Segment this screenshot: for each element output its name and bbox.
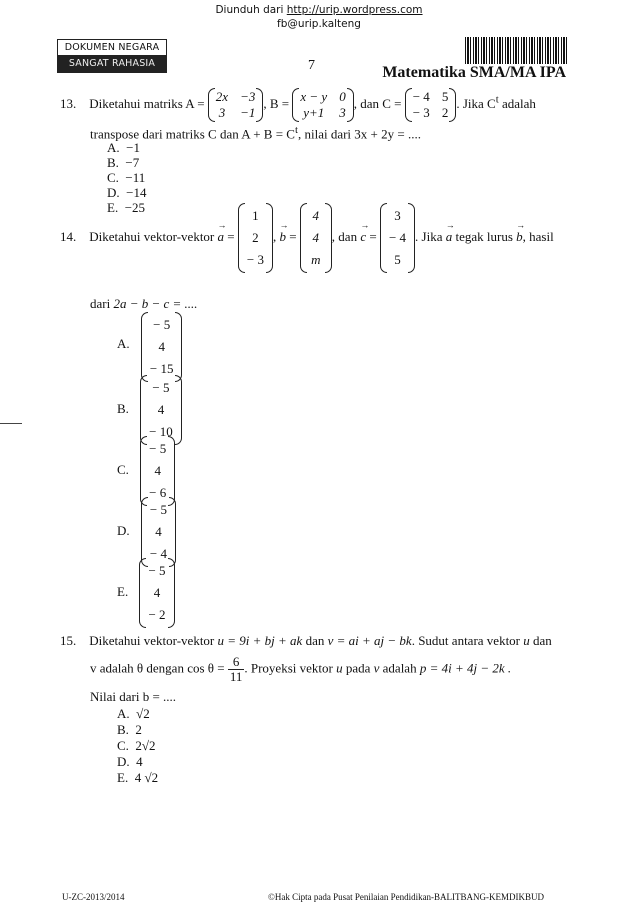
option-b[interactable]: B. −7 xyxy=(107,155,140,170)
subject-title: Matematika SMA/MA IPA xyxy=(382,64,566,81)
footer-copyright: ©Hak Cipta pada Pusat Penilaian Pendidikan-BALITBANG-KEMDIKBUD xyxy=(268,892,545,902)
source-contact: fb@urip.kalteng xyxy=(277,18,361,30)
option-c[interactable]: C. −11 xyxy=(107,170,146,185)
question-14-line1: 14. Diketahui vektor-vektor a → = 1 2 − 3, b → = 4 4 m, dan c → = 3 − 4 5. Jika a → tegak lurus b →, hasil xyxy=(60,203,554,273)
page-number: 7 xyxy=(308,58,315,73)
cos-fraction: $\frac{6}{11}$ xyxy=(229,654,243,684)
question-number: 13. xyxy=(60,95,77,111)
doc-label: DOKUMEN NEGARA xyxy=(64,42,160,53)
question-15-line1: 15. Diketahui vektor-vektor u = 9i + bj + ak dan v = ai + aj − bk. Sudut antara vektor u dan xyxy=(60,633,552,648)
document-classification-box xyxy=(57,39,167,73)
q14-option-b[interactable]: B. − 5 4 − 10 xyxy=(117,375,182,445)
question-13-line2: transpose dari matriks C dan $A + B = C^t$, nilai dari 3x + 2y = .... xyxy=(90,124,421,142)
question-15-line2: v adalah θ dengan cos θ = $\frac{6}{11}$ . Proyeksi vektor u pada v adalah p = 4i + 4j − 2k . xyxy=(90,654,512,684)
source-url[interactable]: http://urip.wordpress.com xyxy=(286,4,423,16)
vector-a: 1 2 − 3 xyxy=(238,203,273,273)
option-d[interactable]: D. −14 xyxy=(107,185,147,200)
option-d[interactable]: D. 4 xyxy=(117,754,143,769)
matrix-c: − 4 5 − 3 2 xyxy=(405,88,457,122)
vector-b: 4 4 m xyxy=(300,203,332,273)
option-e[interactable]: E. −25 xyxy=(107,200,146,215)
barcode xyxy=(465,37,567,64)
question-15-options xyxy=(117,706,158,786)
secret-label: SANGAT RAHASIA xyxy=(58,55,166,72)
footer-code: U-ZC-2013/2014 xyxy=(62,892,125,902)
option-a[interactable]: A. −1 xyxy=(107,140,140,155)
source-line: Diunduh dari http://urip.wordpress.com xyxy=(215,4,423,16)
matrix-a: 2x −3 3 −1 xyxy=(208,88,264,122)
option-c[interactable]: C. 2√2 xyxy=(117,738,156,753)
question-number: 15. xyxy=(60,633,77,648)
question-14-line2: dari 2a − b − c = .... xyxy=(90,296,198,311)
option-e[interactable]: E. 4 √2 xyxy=(117,770,159,785)
question-15-line3: Nilai dari b = .... xyxy=(90,689,177,704)
q14-option-c[interactable]: C. − 5 4 − 6 xyxy=(117,436,175,506)
matrix-b: x − y 0 y+1 3 xyxy=(292,88,353,122)
q14-option-e[interactable]: E. − 5 4 − 2 xyxy=(117,558,175,628)
vector-c: 3 − 4 5 xyxy=(380,203,415,273)
question-13-line1: 13. Diketahui matriks A = 2x −3 3 −1 , B = x − y 0 y+1 3 , dan C = − 4 5 − 3 2 . Jika $C^t$ adalah xyxy=(60,89,536,120)
q14-option-a[interactable]: A. − 5 4 − 15 xyxy=(117,312,182,382)
option-b[interactable]: B. 2 xyxy=(117,722,142,737)
option-a[interactable]: A. √2 xyxy=(117,706,150,721)
question-number: 14. xyxy=(60,228,77,244)
margin-mark xyxy=(0,423,22,424)
q14-option-d[interactable]: D. − 5 4 − 4 xyxy=(117,497,176,567)
